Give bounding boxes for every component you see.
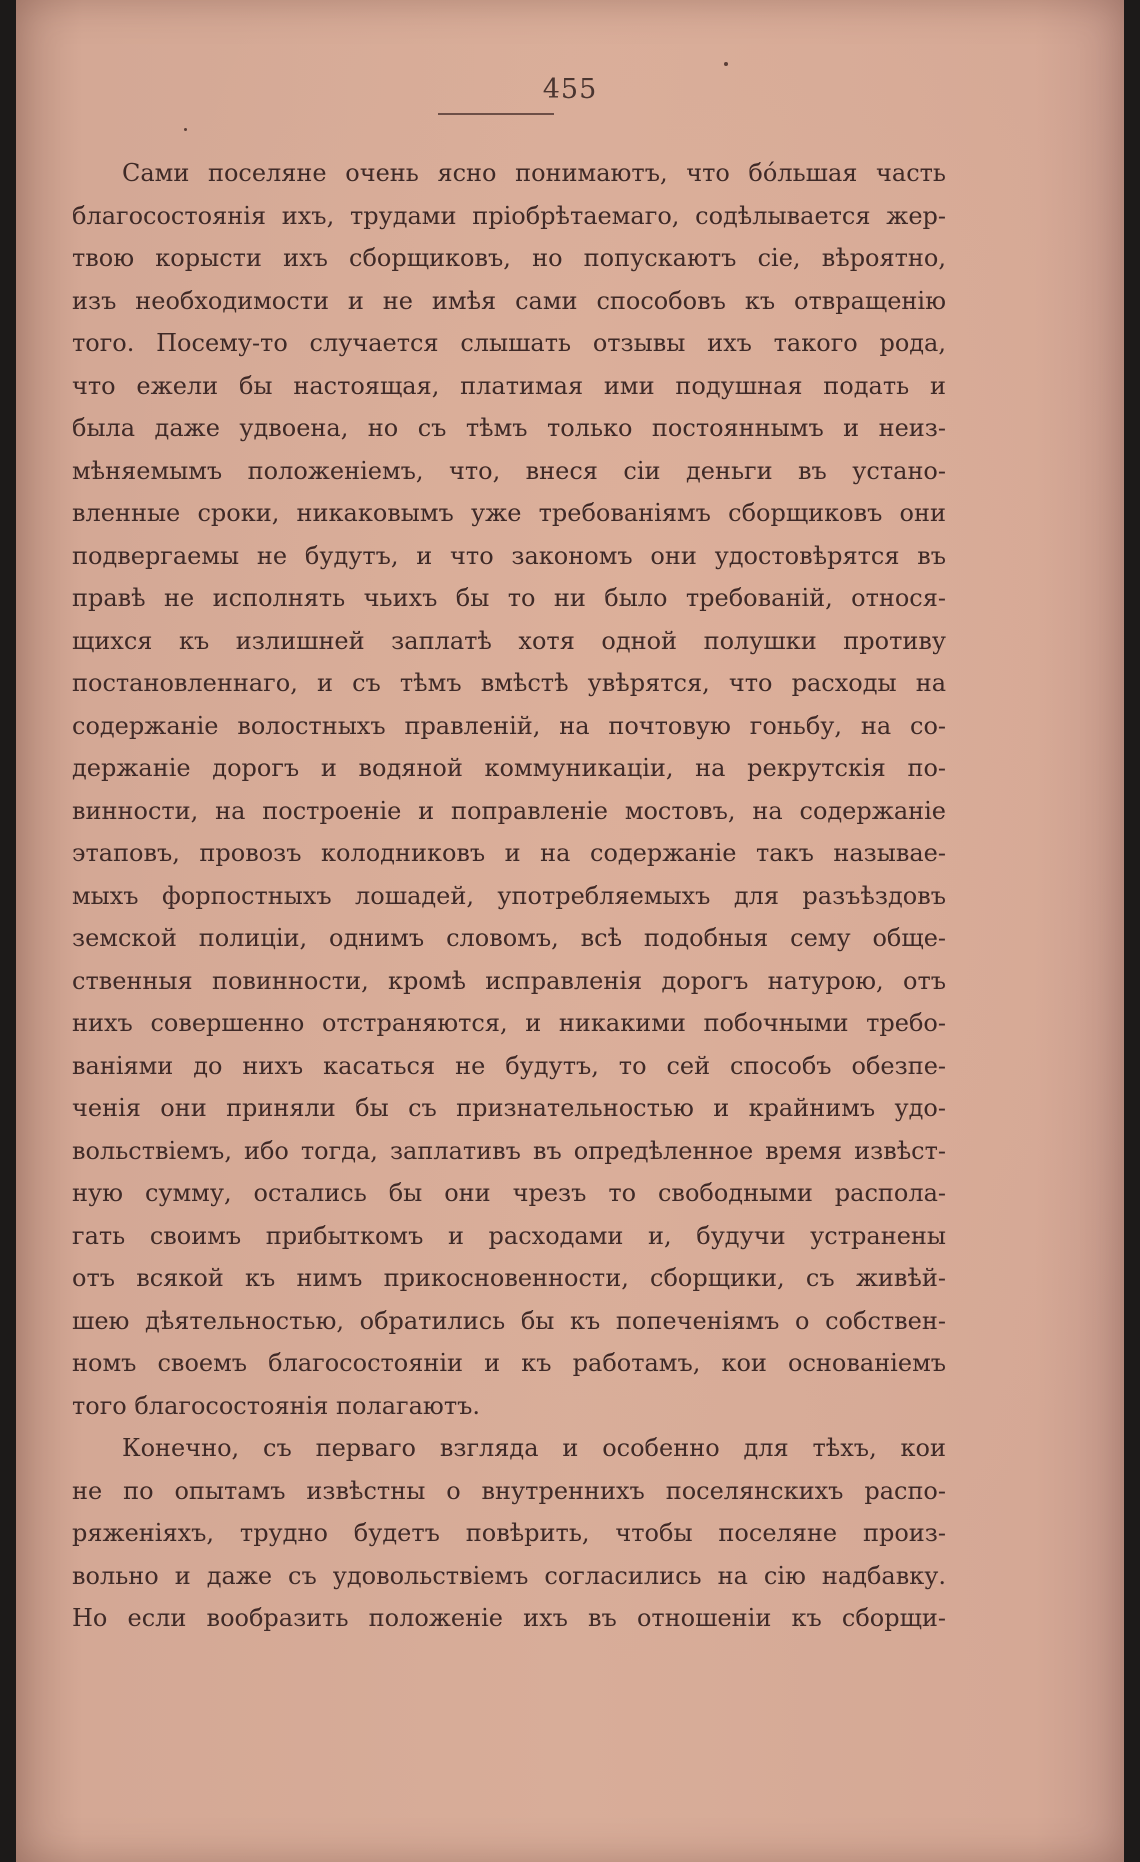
- text-line: Сами поселяне очень ясно понимаютъ, что бо́льшая часть: [122, 159, 946, 187]
- text-line: того. Посему-то случается слышать отзывы ихъ такого рода,: [72, 329, 946, 357]
- text-line: ченія они приняли бы съ признательностью и крайнимъ удо-: [72, 1094, 946, 1122]
- book-page: [16, 0, 1124, 1862]
- text-line: вольствіемъ, ибо тогда, заплативъ въ опредѣленное время извѣст-: [72, 1136, 946, 1165]
- text-line: правѣ не исполнять чьихъ бы то ни было требованій, относя-: [72, 584, 946, 612]
- text-line: вольно и даже съ удовольствіемъ согласились на сію надбавку.: [72, 1561, 946, 1590]
- text-line: этаповъ, провозъ колодниковъ и на содержаніе такъ называе-: [72, 839, 946, 867]
- body-text: [72, 152, 946, 1640]
- text-line: подвергаемы не будутъ, и что закономъ они удостовѣрятся въ: [72, 541, 946, 570]
- text-line: мыхъ форпостныхъ лошадей, употребляемыхъ для разъѣздовъ: [72, 881, 946, 910]
- page-number: 455: [542, 74, 598, 105]
- page-number-underline: [438, 113, 554, 115]
- text-line: постановленнаго, и съ тѣмъ вмѣстѣ увѣрятся, что расходы на: [72, 669, 946, 697]
- ink-speck: [724, 62, 728, 66]
- text-line: номъ своемъ благосостояніи и къ работамъ, кои основаніемъ: [72, 1349, 946, 1377]
- text-line: Но если вообразить положеніе ихъ въ отношеніи къ сборщи-: [72, 1604, 946, 1632]
- text-line: что ежели бы настоящая, платимая ими подушная подать и: [72, 371, 946, 400]
- text-line: ственныя повинности, кромѣ исправленія дорогъ натурою, отъ: [72, 966, 946, 995]
- text-line: изъ необходимости и не имѣя сами способовъ къ отвращенію: [72, 286, 946, 315]
- text-line: того благосостоянія полагаютъ.: [72, 1391, 480, 1420]
- text-line: ную сумму, остались бы они чрезъ то свободными распола-: [72, 1179, 946, 1207]
- text-line: Конечно, съ перваго взгляда и особенно для тѣхъ, кои: [122, 1434, 946, 1462]
- text-line: нихъ совершенно отстраняются, и никакими побочными требо-: [72, 1009, 946, 1037]
- text-line: содержаніе волостныхъ правленій, на почтовую гоньбу, на со-: [72, 711, 946, 740]
- text-line: щихся къ излишней заплатѣ хотя одной полушки противу: [72, 626, 946, 655]
- text-line: ваніями до нихъ касаться не будутъ, то сей способъ обезпе-: [72, 1051, 946, 1080]
- text-line: держаніе дорогъ и водяной коммуникаціи, на рекрутскія по-: [72, 754, 946, 782]
- text-line: была даже удвоена, но съ тѣмъ только постояннымъ и неиз-: [72, 414, 946, 442]
- text-line: шею дѣятельностью, обратились бы къ попеченіямъ о собствен-: [72, 1306, 946, 1335]
- text-line: ряженіяхъ, трудно будетъ повѣрить, чтобы поселяне произ-: [72, 1519, 946, 1547]
- text-line: мѣняемымъ положеніемъ, что, внеся сіи деньги въ устано-: [72, 456, 946, 485]
- text-line: благосостоянія ихъ, трудами пріобрѣтаемаго, содѣлывается жер-: [72, 201, 946, 230]
- text-line: твою корысти ихъ сборщиковъ, но попускаютъ сіе, вѣроятно,: [72, 244, 946, 272]
- text-line: вленные сроки, никаковымъ уже требованіямъ сборщиковъ они: [72, 499, 946, 527]
- text-line: отъ всякой къ нимъ прикосновенности, сборщики, съ живѣй-: [72, 1264, 946, 1292]
- text-line: земской полиціи, однимъ словомъ, всѣ подобныя сему обще-: [72, 924, 946, 952]
- text-line: гать своимъ прибыткомъ и расходами и, будучи устранены: [72, 1221, 946, 1250]
- text-line: винности, на построеніе и поправленіе мостовъ, на содержаніе: [72, 796, 946, 825]
- ink-speck: [184, 128, 187, 131]
- text-line: не по опытамъ извѣстны о внутреннихъ поселянскихъ распо-: [72, 1476, 946, 1505]
